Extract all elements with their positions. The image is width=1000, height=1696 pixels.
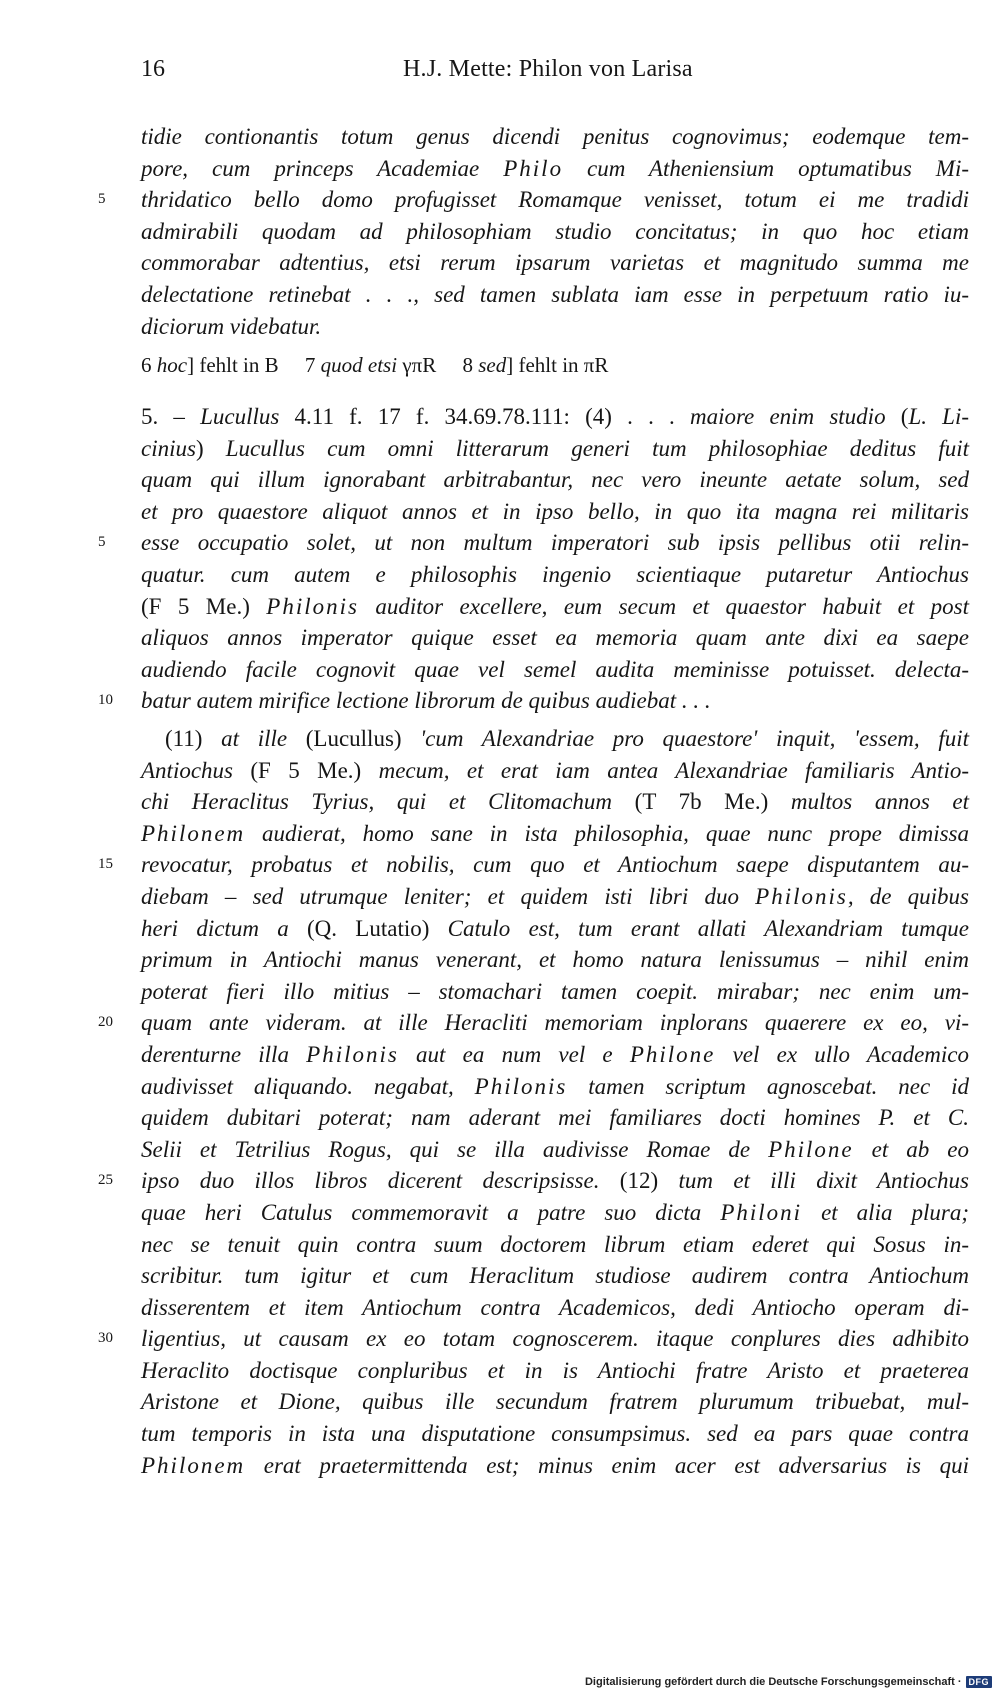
apparatus-segment: sed [478, 353, 507, 377]
text-segment: quam qui illum ignorabant arbitrabantur, nec vero ineunte aetate solum, sed [141, 467, 969, 493]
text-line [141, 216, 969, 248]
apparatus-segment: quod etsi [320, 353, 398, 377]
text-segment: disserentem et item Antiochum contra Academicos, dedi Antiocho operam di- [141, 1294, 969, 1320]
text-segment: ligentius, ut causam ex eo totam cognoscerem. itaque conplures dies adhibito [141, 1326, 969, 1352]
text-segment: diebam – sed utrumque leniter; et quidem isti libri duo [141, 883, 756, 909]
text-line [141, 496, 969, 528]
text-segment: Lucullus [200, 404, 280, 429]
text-segment: (F 5 Me.) [141, 593, 267, 619]
text-line [141, 723, 969, 755]
text-segment: at ille [221, 726, 288, 751]
quote-block-1 [98, 121, 970, 342]
text-segment: quam ante videram. at ille Heracliti memoriam inplorans quaerere ex eo, vi- [141, 1010, 969, 1036]
text-line [98, 184, 969, 216]
line-number: 30 [98, 1330, 113, 1347]
text-line [98, 1165, 969, 1197]
critical-apparatus [141, 350, 969, 380]
text-line [141, 153, 969, 185]
text-segment: et alia plura; [802, 1199, 969, 1225]
text-segment: tamen scriptum agnoscebat. nec id [567, 1073, 969, 1099]
text-line [141, 279, 969, 311]
text-segment: Antiochus [141, 757, 233, 783]
text-segment: auditor excellere, eum secum et quaestor habuit et post [358, 593, 969, 619]
text-segment: (Lucullus) [287, 726, 421, 751]
text-segment: Philonem [141, 820, 246, 846]
text-segment: quidem dubitari poterat; nam aderant mei familiares docti homines P. et C. [141, 1105, 969, 1131]
text-segment: , de quibus [847, 883, 969, 909]
text-segment: 4.11 f. 17 f. 34.69.78.111: (4) . . . [279, 404, 690, 429]
text-line [141, 976, 969, 1008]
apparatus-segment: γπR 8 [397, 353, 479, 377]
text-line [141, 247, 969, 279]
text-segment: Heraclito doctisque conpluribus et in is Antiochi fratre Aristo et praeterea [141, 1357, 969, 1383]
running-head: H.J. Mette: Philon von Larisa [403, 56, 693, 82]
text-line [141, 1418, 969, 1450]
text-segment: (11) [165, 726, 222, 751]
text-line [141, 913, 969, 945]
apparatus-segment: 6 [141, 353, 157, 377]
page-header [141, 56, 965, 96]
digitization-credit [585, 1676, 992, 1688]
line-number: 10 [98, 692, 113, 709]
text-line [141, 1102, 969, 1134]
text-line [141, 1229, 969, 1261]
page-number: 16 [141, 56, 165, 82]
text-segment: batur autem mirifice lectione librorum de quibus audiebat . . . [141, 688, 711, 714]
text-line [141, 401, 969, 433]
text-line [141, 755, 969, 787]
text-segment: primum in Antiochi manus venerant, et homo natura lenissumus – nihil enim [141, 947, 969, 973]
text-line [98, 527, 969, 559]
text-line [141, 1197, 969, 1229]
text-segment: Catulo est, tum erant allati Alexandriam tumque [447, 915, 969, 941]
text-segment: (12) [599, 1168, 679, 1194]
text-segment: poterat fieri illo mitius – stomachari tamen coepit. mirabar; nec enim um- [141, 978, 969, 1004]
text-line [141, 818, 969, 850]
text-segment: 'cum Alexandriae pro quaestore' inquit, 'essem, fuit [420, 726, 969, 751]
text-segment: (F 5 Me.) [233, 757, 379, 783]
text-segment: multos annos et [790, 789, 969, 815]
text-segment: cinius [141, 435, 196, 461]
text-line [141, 1260, 969, 1292]
text-segment: Selii et Tetrilius Rogus, qui se illa audivisse Romae de [141, 1136, 769, 1162]
text-segment: aut ea num vel e [398, 1041, 630, 1067]
text-line [98, 1007, 969, 1039]
text-segment: Philonem [141, 1452, 246, 1478]
apparatus-segment: ] fehlt in πR [506, 353, 609, 377]
text-segment: thridatico bello domo profugisset Romamque venisset, totum ei me tradidi [141, 187, 969, 213]
text-line [141, 622, 969, 654]
line-number: 15 [98, 856, 113, 873]
text-segment: audierat, homo sane in ista philosophia, quae nunc prope dimissa [245, 820, 969, 846]
text-segment: Aristone et Dione, quibus ille secundum fratrem plurumum tribuebat, mul- [141, 1389, 969, 1415]
text-line [141, 1450, 969, 1482]
text-line [141, 311, 969, 343]
text-segment: Philonis [266, 593, 359, 619]
text-segment: Philonis [306, 1041, 399, 1067]
credit-text: Digitalisierung gefördert durch die Deutsche Forschungsgemeinschaft · [584, 1676, 962, 1688]
text-segment: mecum, et erat iam antea Alexandriae familiaris Antio- [378, 757, 969, 783]
text-segment: maiore enim studio [689, 404, 886, 429]
text-segment: erat praetermittenda est; minus enim acer est adversarius is qui [245, 1452, 969, 1478]
text-line [141, 1386, 969, 1418]
text-line [98, 1323, 969, 1355]
testimony-5-continuation-block [98, 723, 970, 1481]
text-line [141, 1071, 969, 1103]
text-line [141, 121, 969, 153]
text-segment: diciorum videbatur. [141, 313, 322, 339]
text-segment: audivisset aliquando. negabat, [141, 1073, 475, 1099]
text-segment: derenturne illa [141, 1041, 307, 1067]
text-segment: quae heri Catulus commemoravit a patre suo dicta [141, 1199, 721, 1225]
text-segment: nec se tenuit quin contra suum doctorem librum etiam ederet qui Sosus in- [141, 1231, 969, 1257]
text-segment: ( [885, 404, 909, 429]
text-segment: aliquos annos imperator quique esset ea memoria quam ante dixi ea saepe [141, 625, 969, 651]
text-segment: scribitur. tum igitur et cum Heraclitum studiose audirem contra Antiochum [141, 1263, 969, 1289]
text-segment: heri dictum a [141, 915, 289, 941]
text-segment: Philonis [474, 1073, 568, 1099]
text-segment: chi Heraclitus Tyrius, qui et Clitomachum [141, 789, 613, 815]
text-line [141, 654, 969, 686]
text-segment: et pro quaestore aliquot annos et in ipso bello, in quo ita magna rei militaris [141, 498, 969, 524]
text-segment: audiendo facile cognovit quae vel semel audita meminisse potuisset. delecta- [141, 656, 969, 682]
text-segment: quatur. cum autem e philosophis ingenio scientiaque putaretur Antiochus [141, 561, 969, 587]
line-number: 25 [98, 1172, 113, 1189]
text-segment: Philo [503, 155, 564, 181]
text-segment: delectatione retinebat . . ., sed tamen sublata iam esse in perpetuum ratio iu- [141, 281, 969, 307]
text-segment: commorabar adtentius, etsi rerum ipsarum varietas et magnitudo summa me [141, 250, 969, 276]
text-segment: esse occupatio solet, ut non multum imperatori sub ipsis pellibus otii relin- [141, 530, 969, 556]
text-segment: Philone [629, 1041, 716, 1067]
text-segment: (Q. Lutatio) [288, 915, 448, 941]
text-segment: Philonis [755, 883, 848, 909]
text-segment: tidie contionantis totum genus dicendi penitus cognovimus; eodemque tem- [141, 124, 969, 149]
dfg-logo: DFG [966, 1676, 993, 1688]
text-segment: cum Atheniensium optumatibus Mi- [563, 155, 970, 181]
text-segment: Philoni [720, 1199, 803, 1225]
text-line [141, 881, 969, 913]
apparatus-segment: ] fehlt in B 7 [187, 353, 321, 377]
text-line [98, 685, 969, 717]
line-number: 5 [98, 191, 106, 208]
text-segment: (T 7b Me.) [612, 789, 791, 815]
line-number: 5 [98, 534, 106, 551]
text-line [141, 1039, 969, 1071]
text-segment: admirabili quodam ad philosophiam studio concitatus; in quo hoc etiam [141, 218, 969, 244]
text-segment: et ab eo [853, 1136, 969, 1162]
text-line [141, 1355, 969, 1387]
text-segment: ) [195, 435, 226, 461]
text-segment: tum et illi dixit Antiochus [678, 1168, 969, 1194]
testimony-5-block [98, 401, 970, 717]
text-line [141, 1134, 969, 1166]
text-line [141, 433, 969, 465]
text-line [141, 786, 969, 818]
text-segment: Philone [768, 1136, 854, 1162]
text-line [141, 1292, 969, 1324]
text-segment: ipso duo illos libros dicerent descripsisse. [141, 1168, 600, 1194]
text-segment: revocatur, probatus et nobilis, cum quo et Antiochum saepe disputantem au- [141, 852, 969, 878]
text-segment: 5. – [141, 404, 201, 429]
text-segment: vel ex ullo Academico [715, 1041, 970, 1067]
text-segment: pore, cum princeps Academiae [141, 155, 504, 181]
text-line [141, 944, 969, 976]
text-segment: L. Li- [908, 404, 970, 429]
line-number: 20 [98, 1014, 113, 1031]
text-line [98, 849, 969, 881]
text-segment: Lucullus cum omni litterarum generi tum philosophiae deditus fuit [225, 435, 969, 461]
text-segment: tum temporis in ista una disputatione consumpsimus. sed ea pars quae contra [141, 1421, 969, 1447]
apparatus-segment: hoc [156, 353, 188, 377]
text-line [141, 559, 969, 591]
text-line [141, 591, 969, 623]
text-line [141, 464, 969, 496]
